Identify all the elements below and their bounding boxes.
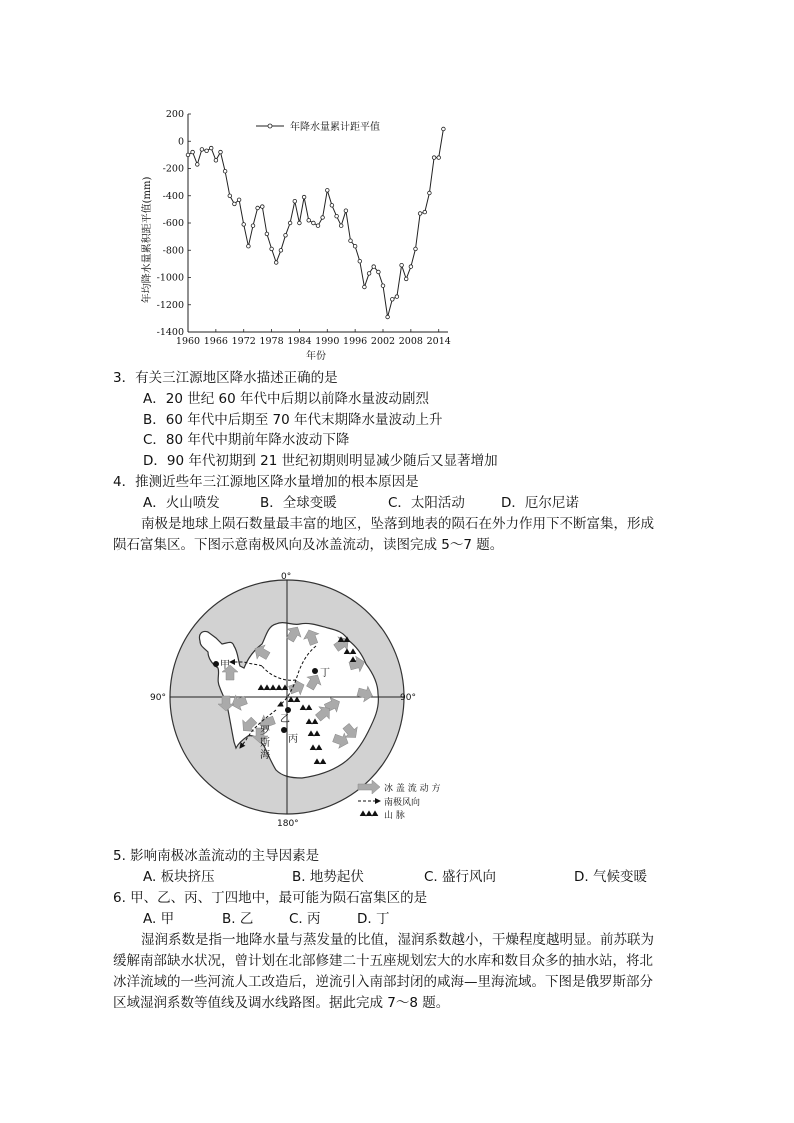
- y-tick-label: -600: [162, 218, 184, 229]
- data-point: [228, 194, 232, 198]
- y-tick-label: -1400: [156, 327, 184, 338]
- x-axis-label: 年份: [306, 351, 326, 362]
- antarctica-intro-line-1: 南极是地球上陨石数量最丰富的地区，坠落到地表的陨石在外力作用下不断富集，形成: [141, 516, 654, 532]
- y-tick-label: 0: [177, 136, 184, 148]
- label-180-deg: 180°: [277, 819, 299, 829]
- data-point: [358, 259, 362, 263]
- legend-wind-label: 南极风向: [384, 798, 421, 808]
- data-point: [326, 189, 330, 193]
- data-point: [205, 149, 209, 153]
- map-legend: [358, 780, 440, 821]
- place-jia-label: 甲: [220, 660, 230, 671]
- data-point: [270, 247, 274, 251]
- question-4-option-d: D．厄尔尼诺: [501, 495, 579, 511]
- x-tick-labels: [176, 336, 451, 347]
- question-3-option-a: A．20 世纪 60 年代中后期以前降水量波动剧烈: [143, 391, 429, 407]
- data-point: [242, 223, 246, 227]
- label-90-deg-right: 90°: [400, 693, 416, 703]
- place-yi-dot: [285, 707, 291, 713]
- legend-ice-label: 冰 盖 流 动 方: [384, 784, 441, 794]
- x-tick-label: 1996: [343, 336, 368, 347]
- data-point: [223, 169, 227, 173]
- x-tick-label: 1978: [259, 336, 284, 347]
- data-point: [247, 244, 251, 248]
- data-point: [214, 159, 218, 163]
- legend-label: 年降水量累计距平值: [290, 122, 380, 133]
- humidity-intro-line-1: 湿润系数是指一地降水量与蒸发量的比值，湿润系数越小，干燥程度越明显。前苏联为: [141, 932, 654, 948]
- place-ding-label: 丁: [320, 668, 330, 679]
- x-tick-label: 1960: [175, 336, 201, 347]
- data-point: [196, 163, 200, 167]
- question-5-option-a: A. 板块挤压: [143, 869, 215, 885]
- data-point: [363, 285, 367, 289]
- data-point: [284, 234, 288, 238]
- y-tick-label: 200: [165, 109, 184, 120]
- antarctica-intro-line-2: 陨石富集区。下图示意南极风向及冰盖流动，读图完成 5～7 题。: [113, 537, 504, 553]
- data-point: [316, 224, 320, 228]
- data-point: [298, 221, 302, 225]
- humidity-intro-line-2: 缓解南部缺水状况，曾计划在北部修建二十五座规划宏大的水库和数目众多的抽水站，将北: [113, 953, 653, 969]
- data-point: [307, 219, 311, 223]
- legend-mountain-icon: [360, 811, 378, 816]
- data-point: [209, 146, 213, 150]
- data-point: [219, 150, 223, 154]
- x-tick-label: 2002: [370, 336, 396, 347]
- x-tick-label: 1984: [287, 336, 312, 347]
- data-point: [302, 195, 306, 199]
- data-point: [414, 247, 418, 251]
- data-point: [377, 270, 381, 274]
- ross-sea-char-3: 海: [260, 750, 270, 761]
- data-point: [335, 214, 339, 218]
- question-4-stem: 4．推测近些年三江源地区降水量增加的根本原因是: [113, 474, 419, 490]
- question-3-option-b: B．60 年代中后期至 70 年代末期降水量波动上升: [143, 412, 443, 428]
- data-point: [339, 224, 343, 228]
- question-6-option-c: C. 丙: [289, 911, 321, 927]
- data-point: [288, 221, 292, 225]
- data-point: [265, 232, 269, 236]
- x-tick-label: 1990: [315, 336, 340, 347]
- ross-sea-char-2: 斯: [260, 738, 270, 749]
- data-point: [233, 202, 237, 206]
- data-point: [367, 272, 371, 276]
- x-tick-label: 2014: [426, 336, 451, 347]
- data-point: [279, 249, 283, 253]
- place-jia-dot: [213, 661, 219, 667]
- place-ding-dot: [312, 668, 318, 674]
- data-point: [321, 216, 325, 220]
- data-point: [395, 295, 399, 299]
- question-4-option-b: B．全球变暖: [260, 495, 337, 511]
- ross-sea-label: [260, 725, 270, 761]
- data-point: [261, 205, 265, 209]
- data-point: [432, 156, 436, 160]
- question-6-option-a: A. 甲: [143, 911, 175, 927]
- data-point: [391, 298, 395, 302]
- y-tick-label: -400: [162, 190, 184, 202]
- question-5-option-b: B. 地势起伏: [292, 869, 364, 885]
- data-point: [344, 209, 348, 213]
- question-5-stem: 5. 影响南极冰盖流动的主导因素是: [113, 848, 320, 864]
- data-point: [437, 156, 441, 160]
- x-tick-label: 1972: [231, 336, 256, 347]
- data-point: [237, 198, 241, 202]
- data-point: [293, 199, 297, 203]
- data-point: [330, 204, 334, 208]
- data-point: [423, 210, 427, 214]
- precipitation-anomaly-chart: [140, 100, 460, 365]
- data-point: [353, 244, 357, 248]
- y-tick-label: -800: [162, 245, 184, 257]
- series-line: [188, 129, 443, 317]
- data-point: [418, 212, 422, 216]
- data-point: [200, 148, 204, 152]
- data-point: [442, 127, 446, 131]
- data-point: [312, 221, 316, 225]
- y-tick-label: -1000: [156, 272, 184, 284]
- label-0-deg: 0°: [281, 572, 292, 582]
- question-6-stem: 6. 甲、乙、丙、丁四地中，最可能为陨石富集区的是: [113, 890, 428, 906]
- antarctica-map: [150, 570, 460, 830]
- place-bing-label: 丙: [288, 734, 298, 745]
- question-4-option-a: A．火山喷发: [143, 495, 220, 511]
- data-point: [428, 191, 432, 195]
- humidity-intro-line-4: 区域湿润系数等值线及调水线路图。据此完成 7～8 题。: [113, 995, 450, 1011]
- x-tick-label: 1966: [203, 336, 228, 347]
- label-90-deg-left: 90°: [150, 693, 166, 703]
- place-yi-label: 乙: [280, 714, 290, 725]
- y-tick-labels: [157, 109, 184, 338]
- y-tick-label: -200: [162, 163, 184, 175]
- series-points: [186, 127, 445, 319]
- question-6-option-b: B. 乙: [222, 911, 254, 927]
- ross-sea-char-1: 罗: [260, 726, 270, 737]
- data-point: [400, 263, 404, 267]
- question-5-option-d: D. 气候变暖: [574, 869, 647, 885]
- y-tick-label: -1200: [156, 299, 184, 311]
- data-point: [256, 206, 260, 210]
- question-3-stem: 3．有关三江源地区降水描述正确的是: [113, 370, 338, 386]
- humidity-intro-line-3: 冰洋流域的一些河流人工改造后，逆流引入南部封闭的咸海—里海流域。下图是俄罗斯部分: [113, 974, 653, 990]
- data-point: [349, 239, 353, 243]
- data-point: [386, 315, 390, 319]
- legend: [256, 120, 380, 133]
- question-6-option-d: D. 丁: [357, 911, 390, 927]
- question-5-option-c: C. 盛行风向: [424, 869, 497, 885]
- legend-mountain-label: 山 脉: [384, 811, 405, 821]
- data-point: [409, 265, 413, 269]
- question-4-option-c: C．太阳活动: [388, 495, 465, 511]
- place-bing-dot: [281, 727, 287, 733]
- question-3-option-c: C．80 年代中期前年降水波动下降: [143, 432, 350, 448]
- data-point: [274, 261, 278, 265]
- data-point: [404, 277, 408, 281]
- data-point: [381, 284, 385, 288]
- data-point: [372, 265, 376, 269]
- data-point: [251, 224, 255, 228]
- chart-axes: [188, 114, 448, 332]
- y-axis-label: 年均降水量累积距平值(mm): [142, 176, 153, 304]
- x-tick-label: 2008: [398, 336, 423, 347]
- data-point: [191, 150, 195, 154]
- data-point: [186, 153, 190, 157]
- question-3-option-d: D．90 年代初期到 21 世纪初期则明显减少随后又显著增加: [143, 453, 498, 469]
